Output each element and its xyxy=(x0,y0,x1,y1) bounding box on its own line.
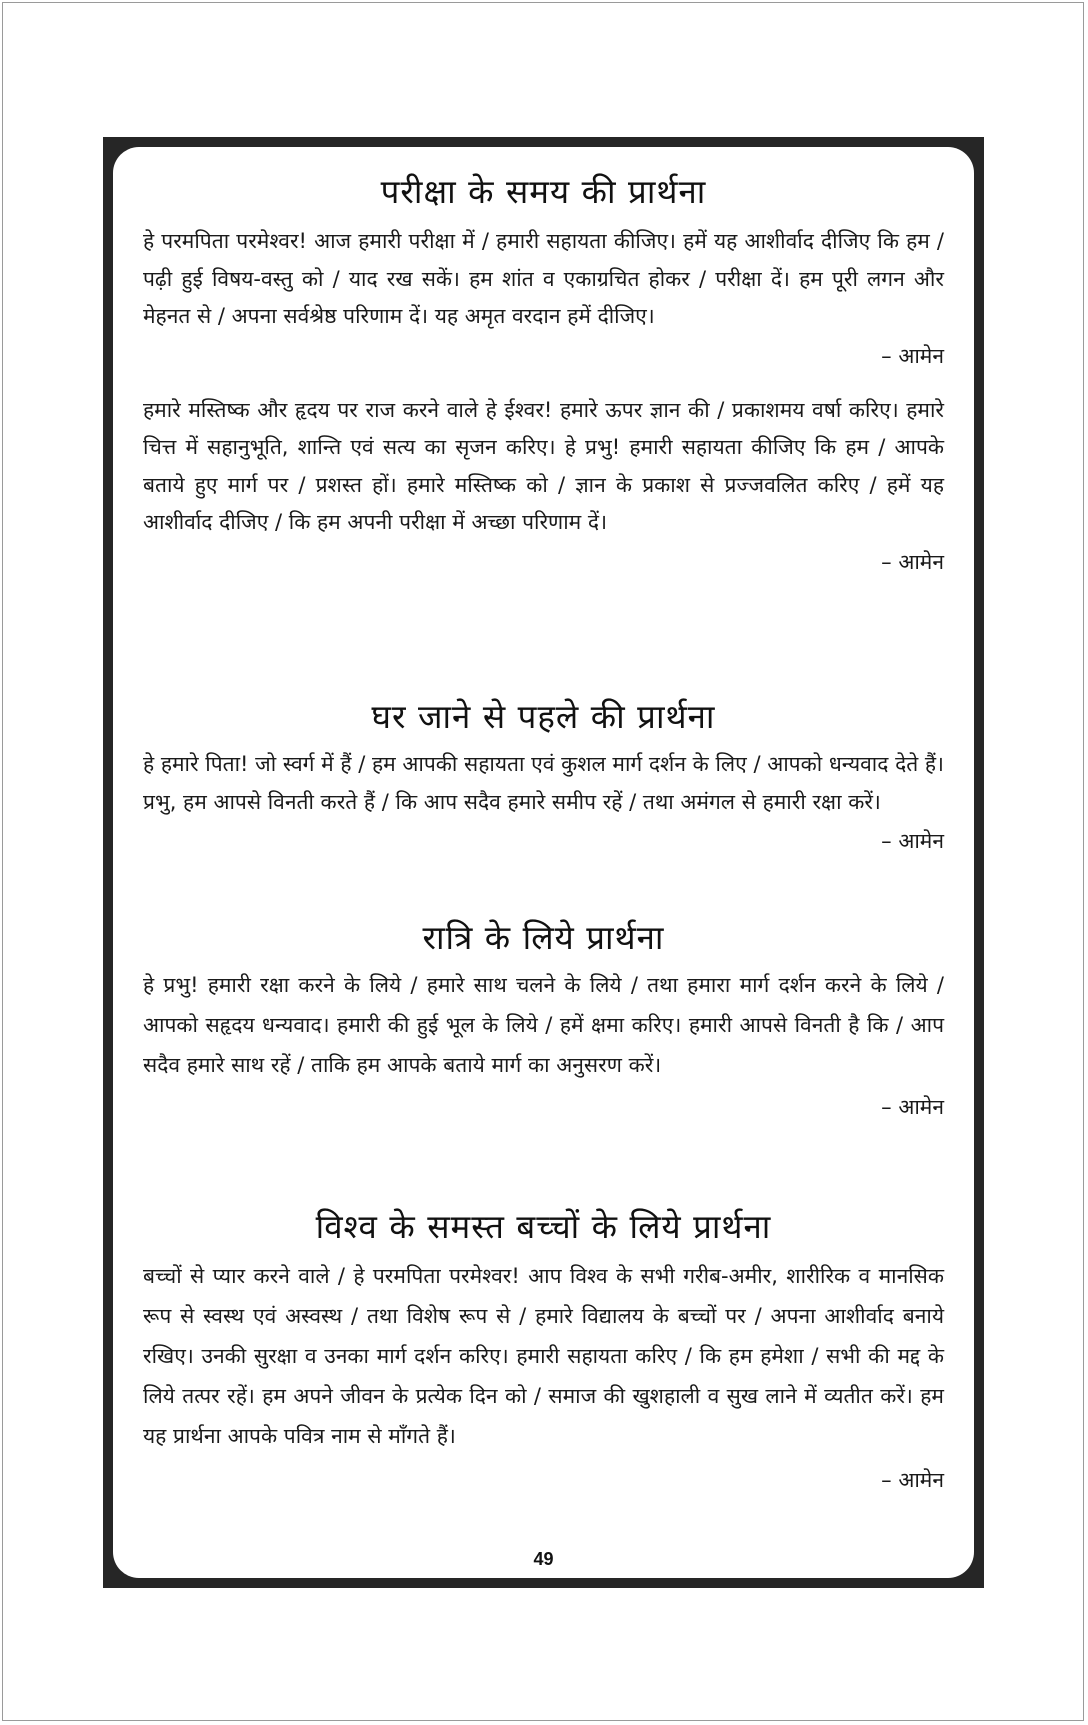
page-card xyxy=(113,147,974,1578)
prayer-closing: – आमेन xyxy=(881,1468,944,1492)
prayer-closing: – आमेन xyxy=(881,1095,944,1119)
prayer-before-home xyxy=(143,692,944,859)
prayer-paragraph: हे हमारे पिता! जो स्वर्ग में हैं / हम आपकी सहायता एवं कुशल मार्ग दर्शन के लिए / आपको धन्यवाद देते हैं। प्रभु, हम आपसे विनती करते हैं / कि आप सदैव हमारे समीप रहें / तथा अमंगल से हमारी रक्षा करें। xyxy=(143,752,944,814)
prayer-title: घर जाने से पहले की प्रार्थना xyxy=(371,697,716,736)
prayer-world-children xyxy=(143,1202,944,1498)
prayer-closing: – आमेन xyxy=(881,343,944,368)
prayer-title: रात्रि के लिये प्रार्थना xyxy=(422,918,665,957)
prayer-paragraph: हे परमपिता परमेश्वर! आज हमारी परीक्षा में / हमारी सहायता कीजिए। हमें यह आशीर्वाद दीजिए कि हम / पढ़ी हुई विषय-वस्तु को / याद रख सकें। हम शांत व एकाग्रचित होकर / परीक्षा दें। हम पूरी लगन और मेहनत से / अपना सर्वश्रेष्ठ परिणाम दें। यह अमृत वरदान हमें दीजिए। xyxy=(143,229,944,328)
prayer-exam xyxy=(143,167,944,580)
prayer-paragraph: हमारे मस्तिष्क और हृदय पर राज करने वाले हे ईश्वर! हमारे ऊपर ज्ञान की / प्रकाशमय वर्षा करिए। हमारे चित्त में सहानुभूति, शान्ति एवं सत्य का सृजन करिए। हे प्रभु! हमारी सहायता कीजिए कि हम / आपके बताये हुए मार्ग पर / प्रशस्त हों। हमारे मस्तिष्क को / ज्ञान के प्रकाश से प्रज्जवलित करिए / हमें यह आशीर्वाद दीजिए / कि हम अपनी परीक्षा में अच्छा परिणाम दें। xyxy=(143,397,944,534)
prayer-paragraph: बच्चों से प्यार करने वाले / हे परमपिता परमेश्वर! आप विश्व के सभी गरीब-अमीर, शारीरिक व मानसिक रूप से स्वस्थ एवं अस्वस्थ / तथा विशेष रूप से / हमारे विद्यालय के बच्चों पर / अपना आशीर्वाद बनाये रखिए। उनकी सुरक्षा व उनका मार्ग दर्शन करिए। हमारी सहायता करिए / कि हम हमेशा / सभी की मद्द के लिये तत्पर रहें। हम अपने जीवन के प्रत्येक दिन को / समाज की खुशहाली व सुख लाने में व्यतीत करें। हम यह प्रार्थना आपके पवित्र नाम से माँगते हैं। xyxy=(143,1264,944,1448)
page-frame xyxy=(103,137,984,1588)
page-number: 49 xyxy=(533,1549,554,1569)
prayer-closing: – आमेन xyxy=(881,829,944,853)
prayer-paragraph: हे प्रभु! हमारी रक्षा करने के लिये / हमारे साथ चलने के लिये / तथा हमारा मार्ग दर्शन करने के लिये / आपको सहृदय धन्यवाद। हमारी की हुई भूल के लिये / हमें क्षमा करिए। हमारी आपसे विनती है कि / आप सदैव हमारे साथ रहें / ताकि हम आपके बताये मार्ग का अनुसरण करें। xyxy=(143,973,944,1077)
prayer-title: विश्व के समस्त बच्चों के लिये प्रार्थना xyxy=(315,1207,772,1246)
prayer-closing: – आमेन xyxy=(881,549,944,574)
prayer-night xyxy=(143,913,944,1125)
prayer-title: परीक्षा के समय की प्रार्थना xyxy=(380,172,707,211)
